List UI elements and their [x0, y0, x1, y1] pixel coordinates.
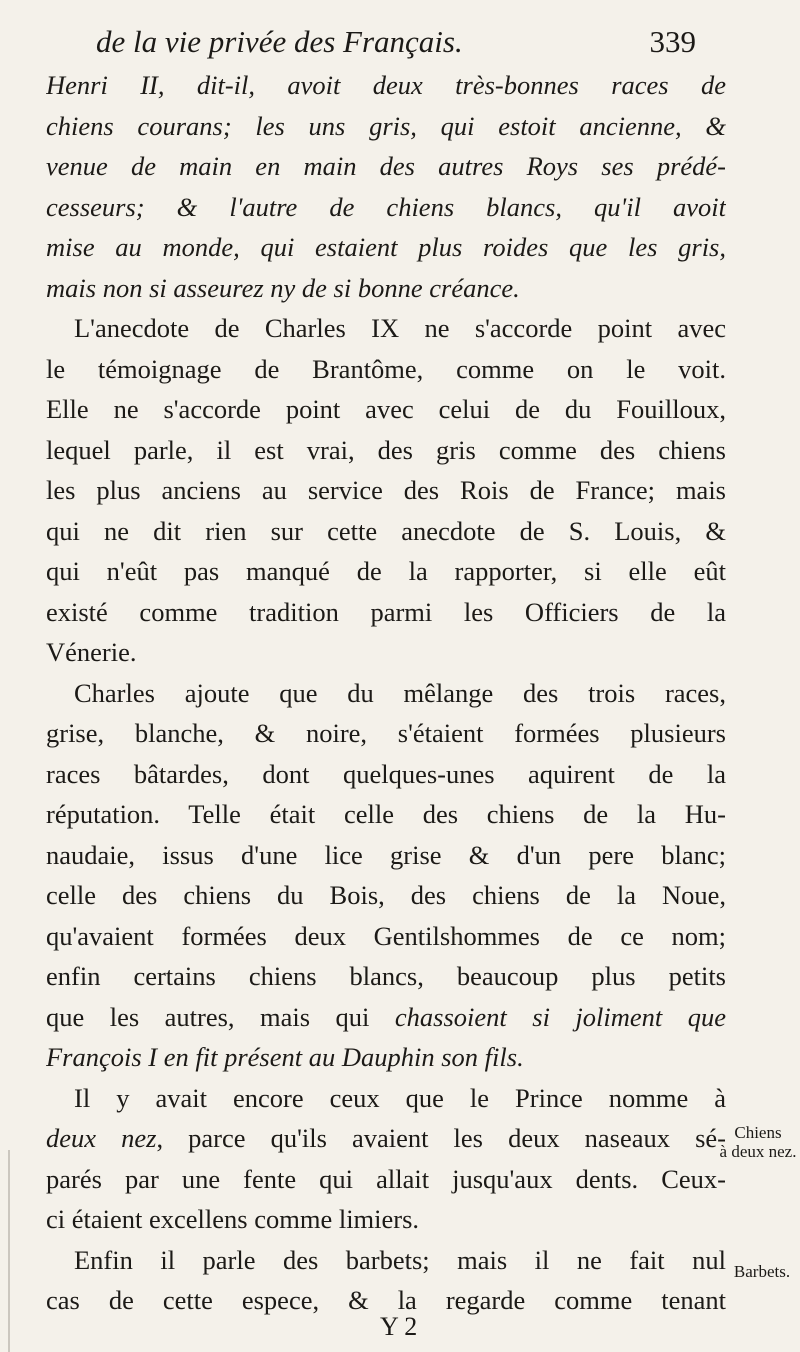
- text-line-mixed: [46, 1118, 726, 1159]
- text-line: qui ne dit rien sur cette anecdote de S. Louis, &: [46, 515, 726, 546]
- text-segment: que les autres, mais qui: [46, 1001, 395, 1032]
- text-line: naudaie, issus d'une lice grise & d'un pere blanc;: [46, 839, 726, 870]
- text-line: chiens courans; les uns gris, qui estoit ancienne, &: [46, 110, 726, 141]
- text-line: grise, blanche, & noire, s'étaient formées plusieurs: [46, 718, 726, 748]
- text-line: François I en fit présent au Dauphin son fils.: [46, 1042, 524, 1072]
- text-line: qu'avaient formées deux Gentilshommes de ce nom;: [46, 920, 726, 951]
- text-line: les plus anciens au service des Rois de France; mais: [46, 475, 726, 505]
- page-number: 339: [649, 24, 696, 59]
- margin-note-line: à deux nez.: [719, 1142, 797, 1161]
- text-line: enfin certains chiens blancs, beaucoup plus petits: [46, 961, 726, 991]
- text-segment: , parce qu'ils avaient les deux naseaux sé-: [156, 1123, 726, 1153]
- text-line: parés par une fente qui allait jusqu'aux dents. Ceux-: [46, 1163, 726, 1194]
- italic-segment: deux nez: [46, 1123, 157, 1153]
- text-line: races bâtardes, dont quelques-unes aquirent de la: [46, 758, 726, 789]
- body-text: [46, 65, 726, 1321]
- text-line: Henri II, dit-il, avoit deux très-bonnes races de: [46, 70, 726, 100]
- text-line: existé comme tradition parmi les Officiers de la: [46, 596, 726, 627]
- text-line: celle des chiens du Bois, des chiens de la Noue,: [46, 880, 726, 910]
- text-line-mixed: [46, 997, 726, 1038]
- running-header: [96, 22, 696, 62]
- text-line: venue de main en main des autres Roys ses prédé-: [46, 151, 726, 181]
- italic-segment: chassoient si joliment que: [394, 1001, 726, 1032]
- margin-note-chiens: [718, 1123, 798, 1161]
- text-line: lequel parle, il est vrai, des gris comme des chiens: [46, 434, 726, 465]
- signature-mark: Y 2: [380, 1312, 418, 1341]
- text-line: cas de cette espece, & la regarde comme tenant: [46, 1285, 726, 1315]
- text-line: cesseurs; & l'autre de chiens blancs, qu'il avoit: [46, 191, 726, 222]
- text-line: Vénerie.: [46, 637, 137, 667]
- text-line: réputation. Telle était celle des chiens de la Hu-: [46, 799, 726, 829]
- text-line: mais non si asseurez ny de si bonne créance.: [46, 272, 520, 303]
- text-line: ci étaient excellens comme limiers.: [46, 1204, 420, 1234]
- margin-note-line: Chiens: [734, 1123, 782, 1142]
- text-line: Il y avait encore ceux que le Prince nomme à: [74, 1082, 726, 1113]
- text-line: qui n'eût pas manqué de la rapporter, si elle eût: [46, 556, 726, 586]
- text-line: Charles ajoute que du mêlange des trois races,: [74, 677, 726, 708]
- text-line: mise au monde, qui estaient plus roides que les gris,: [46, 232, 726, 262]
- margin-note-barbets: Barbets.: [733, 1262, 791, 1281]
- running-title: de la vie privée des Français.: [96, 24, 463, 59]
- text-line: L'anecdote de Charles IX ne s'accorde point avec: [74, 313, 726, 343]
- text-line: Elle ne s'accorde point avec celui de du Fouilloux,: [46, 394, 726, 424]
- page-edge-shadow: [8, 1150, 10, 1352]
- text-line: le témoignage de Brantôme, comme on le voit.: [46, 353, 726, 384]
- text-line: Enfin il parle des barbets; mais il ne fait nul: [74, 1244, 726, 1275]
